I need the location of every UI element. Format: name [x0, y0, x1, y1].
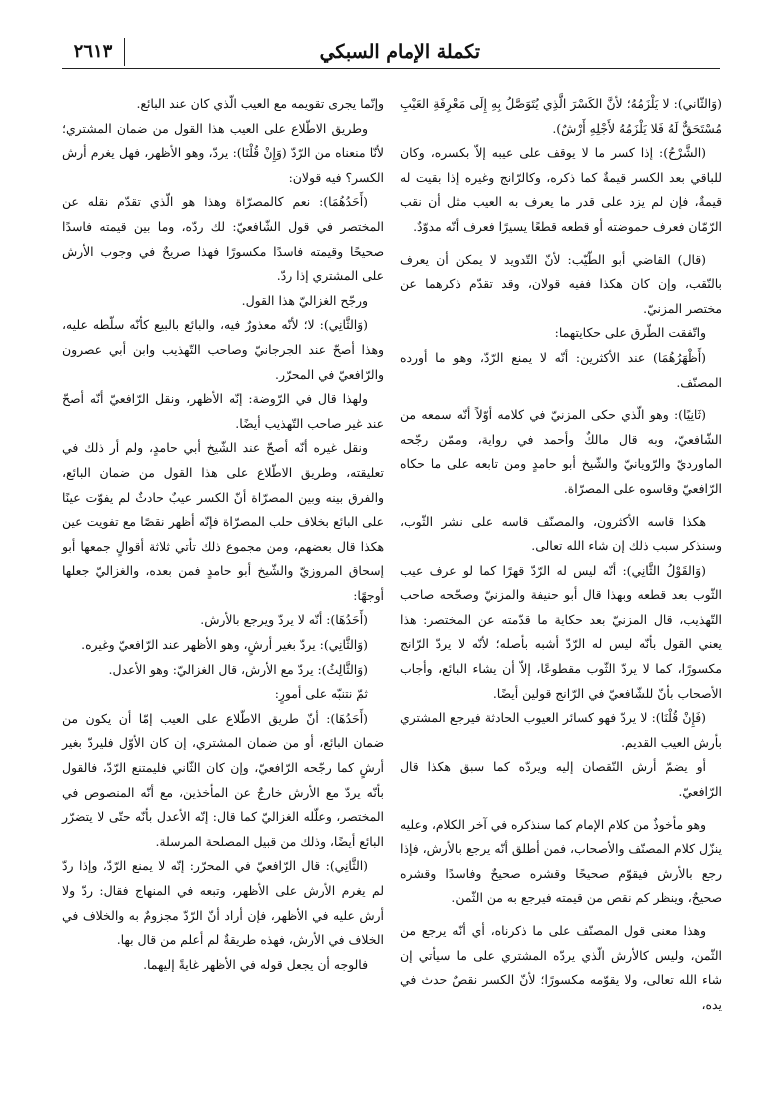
paragraph: (الثَّانِي): قال الرّافعيّ في المحرّر: إنّه لا يمنع الرّدّ، وإذا ردّ لم يغرم الأرش على الأظهر، وتبعه في المنهاج فقال: ردّ ولا أرش عليه في الأظهر، فإن أراد أنّ الرّدّ مجزومٌ به والخلاف في الخلاف في الأرش، فهذه طريقةٌ لم أعلم من قال بها. — [62, 858, 384, 948]
page-number: ٢٦١٣ — [62, 38, 125, 66]
paragraph: (ثَانِيًا): وهو الّذي حكى المزنيّ في كلامه أوّلاً أنّه سمعه من الشّافعيّ، وبه قال مالكٌ وأحمد في رواية، وممّن رجّحه الماورديّ والرّويانيّ والشّيخ أبو حامدٍ ومن تابعه على ما حكاه الرّافعيّ وقاسوه على المصرّاة. — [400, 407, 722, 496]
paragraph: (فَإِنْ قُلْنَا): لا يردّ فهو كسائر العيوب الحادثة فيرجع المشتري بأرش العيب القديم. — [400, 710, 722, 750]
paragraph: فالوجه أن يجعل قوله في الأظهر غايةً إليهما. — [143, 956, 368, 972]
paragraph: (أَحَدُهَا): أنّه لا يردّ ويرجع بالأرش. — [200, 612, 368, 628]
paragraph: ولهذا قال في الرّوضة: إنّه الأظهر، ونقل الرّافعيّ أنّه أصحّ عند غير صاحب التّهذيب أيضًا. — [62, 391, 384, 431]
left-column — [62, 92, 384, 977]
paragraph: وهو مأخوذٌ من كلام الإمام كما سنذكره في آخر الكلام، وعليه ينزّل كلام المصنّف والأصحاب، فمن أطلق أنّه يرجع بالأرش، فإذا رجع بالأرش فيقوّم صحيحًا وقشره صحيحٌ وفاسدًا وقشره صحيحٌ، وينظر كم نقص من قيمته فيرجع به من الثّمن. — [400, 816, 722, 906]
paragraph: ثمّ نتنبّه على أمورٍ: — [274, 686, 368, 702]
page-header — [62, 38, 720, 69]
paragraph: واتّفقت الطّرق على حكايتهما: — [554, 325, 706, 341]
paragraph: ورجّح الغزاليّ هذا القول. — [241, 292, 368, 308]
paragraph: وطريق الاطّلاع على العيب هذا القول من ضمان المشتري؛ لأنّا منعناه من الرّدّ (وَإِنْ قُلْنَا): يردّ، وهو الأظهر، فهل يغرم أرش الكسر؟ فيه قولان: — [62, 120, 384, 185]
paragraph: أو يضمّ أرش النّقصان إليه ويردّه كما سبق هكذا قال الرّافعيّ. — [400, 759, 722, 800]
paragraph: (وَالثّاني): لا يَلْزَمُهُ؛ لأنَّ الكَسْرَ الَّذِي يُتَوَصَّلُ بِهِ إِلَى مَعْرِفَةِ العَيْبِ مُسْتَحَقٌّ لَهُ فَلا يَلْزَمُهُ لأَجْلِهِ أَرْشٌ). — [400, 96, 722, 136]
paragraph: ونقل غيره أنّه أصحّ عند الشّيخ أبي حامدٍ، ولم أر ذلك في تعليقته، وطريق الاطّلاع على هذا القول من ضمان البائع، والفرق بينه وبين المصرّاة أنّ الكسر عيبٌ حادثٌ لم يفوّت عينًا على البائع بخلاف حلب المصرّاة فإنّه أظهر نقصًا مع تفويت عين هكذا قال بعضهم، ومن مجموع ذلك تأتي ثلاثة أقوالٍ جمعها أبو إسحاق المروزيّ والشّيخ أبو حامدٍ فمن بعده، والغزاليّ جعلها أوجهًا: — [62, 440, 384, 603]
paragraph: (وَالثَّالِثُ): يردّ مع الأرش، قال الغزاليّ: وهو الأعدل. — [108, 661, 368, 677]
paragraph: وإنّما يجرى تقويمه مع العيب الّذي كان عند البائع. — [136, 96, 384, 111]
paragraph: وهذا معنى قول المصنّف على ما ذكرناه، أي أنّه يرجع من الثّمن، وليس كالأرش الّذي يردّه المشتري على ما سيأتي إن شاء الله تعالى، ولا يقوّمه مكسورًا؛ لأنّ الكسر نقصٌ حدث في يده، — [400, 923, 722, 1012]
paragraph: (أَظْهَرُهُمَا) عند الأكثرين: أنّه لا يمنع الرّدّ، وهو ما أورده المصنّف. — [400, 349, 722, 390]
paragraph: (وَالقَوْلُ الثَّانِي): أنّه ليس له الرّدّ قهرًا كما لو عرف عيب الثّوب بعد قطعه وبهذا قال أبو حنيفة والمزنيّ وصحّحه صاحب التّهذيب، قال المزنيّ بعد حكاية ما قدّمته عن المختصر: هذا يعني القول بأنّه ليس له الرّدّ أشبه بأصله؛ لأنّه لا يردّ الرّانج مكسورًا، كما لا يردّ الثّوب مقطوعًا، إلاّ أن يشاء البائع، وأجاب الأصحاب بأنّ للشّافعيّ في الرّانج قولين أيضًا. — [400, 562, 722, 701]
book-title: تكملة الإمام السبكي — [319, 41, 480, 63]
right-column — [400, 92, 722, 1017]
paragraph: (أَحَدُهَا): أنّ طريق الاطّلاع على العيب إمّا أن يكون من ضمان البائع، أو من ضمان المشتري، إن كان الأوّل فليردّ بغير أرشٍ كما رجّحه الرّافعيّ، وإن كان الثّاني فليمتنع الرّدّ، فالقول بأنّه يردّ مع الأرش خارجٌ عن المأخذين، مع أنّه المنصوص في المختصر، وعلّله الغزاليّ كما قال: إنّه الأعدل بأنّه حتّى لا يتضرّر البائع أيضًا، وذلك من قبيل المصلحة المرسلة. — [62, 710, 384, 849]
paragraph: (قال) القاضي أبو الطّيّب: لأنّ التّدويد لا يمكن أن يعرف بالنّقب، وإن كان هكذا ففيه قولان، وقد تقدّم ذكرهما عن مختصر المزنيّ. — [400, 251, 722, 316]
paragraph: (وَالثَّانِي): لا؛ لأنّه معذورٌ فيه، والبائع بالبيع كأنّه سلّطه عليه، وهذا أصحّ عند الجرجانيّ وصاحب التّهذيب وابن أبي عصرون والرّافعيّ في المحرّر. — [62, 317, 384, 382]
paragraph: هكذا قاسه الأكثرون، والمصنّف قاسه على نشر الثّوب، وسنذكر سبب ذلك إن شاء الله تعالى. — [400, 513, 722, 554]
paragraph: (أَحَدُهُمَا): نعم كالمصرّاة وهذا هو الّذي تقدّم نقله عن المختصر في قول الشّافعيّ: لك ردّه، وما بين قيمته فاسدًا صحيحًا وقيمته فاسدًا مكسورًا فهذا صريحٌ في وجوب الأرش على المشتري إذا ردّ. — [62, 194, 384, 284]
paragraph: (الشَّرْحُ): إذا كسر ما لا يوقف على عيبه إلاّ بكسره، وكان للباقي بعد الكسر قيمةٌ كما ذكره، وكالرّانج وغيره إذا بقيت له قيمةٌ، فإن لم يزد على قدر ما يعرف به العيب مثل أن نقب الرّمّان فعرف حموضته أو قطعه قطعًا يسيرًا فعرف أنّه مدوّدٌ. — [400, 145, 722, 234]
paragraph: (وَالثَّانِي): يردّ بغير أرشٍ، وهو الأظهر عند الرّافعيّ وغيره. — [81, 637, 368, 653]
